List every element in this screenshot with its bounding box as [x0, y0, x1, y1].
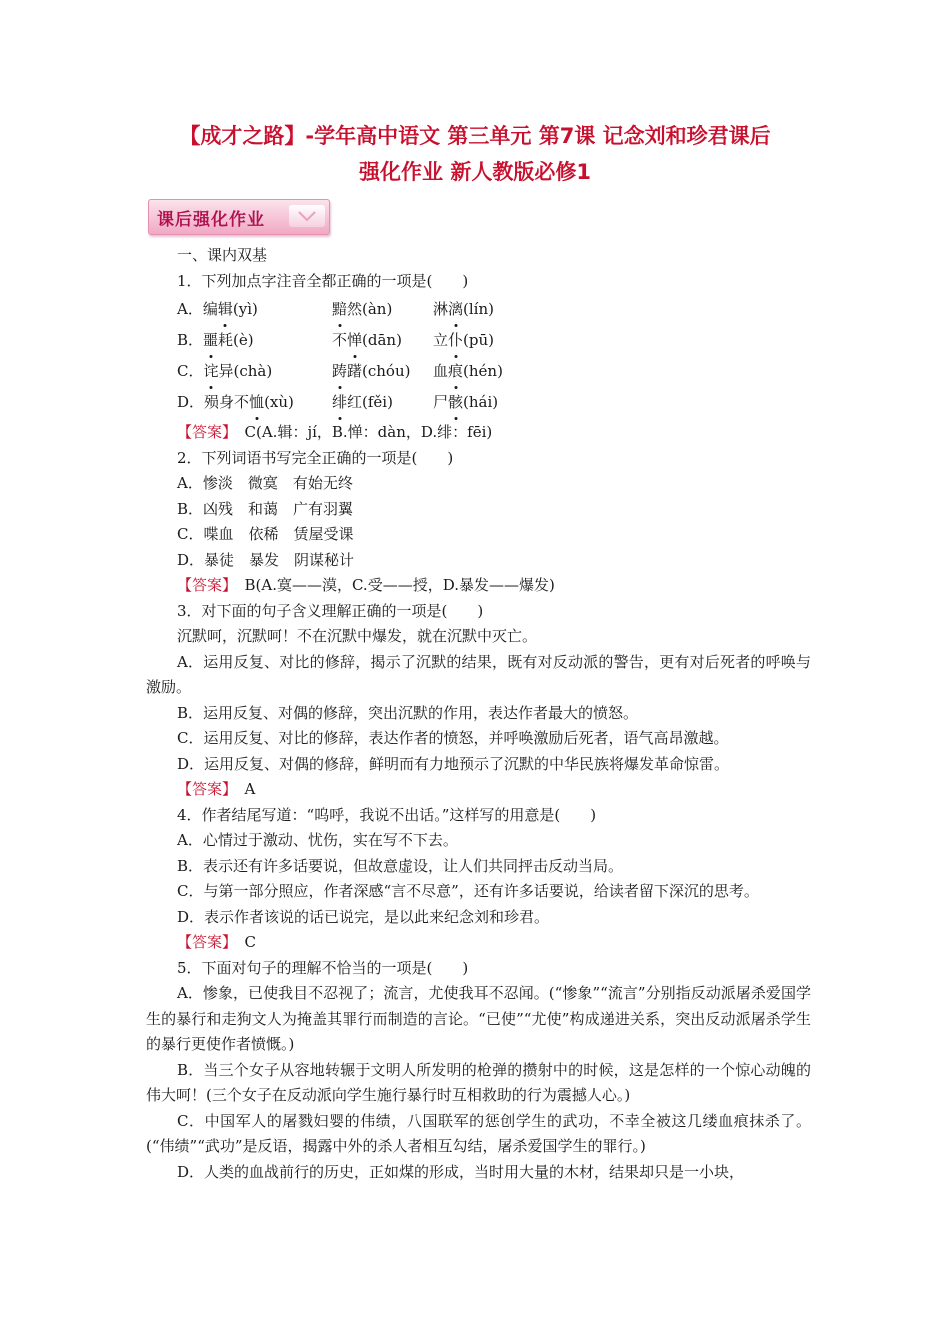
exercise-content: [146, 243, 811, 1185]
answer-label: 【答案】: [177, 423, 230, 441]
option-letter: A．: [177, 299, 203, 318]
dotted-char: 绯: [332, 390, 347, 416]
dotted-char: 惮: [347, 328, 362, 354]
q5-stem: 5．下面对句子的理解不恰当的一项是( ): [177, 958, 469, 977]
word-part: (xù): [264, 392, 294, 411]
answer-label: 【答案】: [177, 576, 230, 594]
dotted-char: 恤: [249, 390, 264, 416]
dotted-char: 噩: [203, 328, 218, 354]
dotted-char: 辑: [218, 297, 233, 323]
q4-option-d: D．表示作者该说的话已说完，是以此来纪念刘和珍君。: [177, 907, 550, 926]
answer-text: C: [229, 933, 256, 951]
answer-text: B(A.寞——漠，C.受——授，D.暴发——爆发): [229, 576, 555, 594]
word-part: 然(àn): [347, 299, 393, 318]
word-part: 淋: [433, 299, 449, 318]
word-part: 立: [433, 330, 449, 349]
section-banner: [148, 199, 330, 235]
q2-stem: 2．下列词语书写完全正确的一项是( ): [177, 448, 454, 467]
dotted-char: 骸: [448, 390, 463, 416]
option-letter: B．: [177, 330, 204, 349]
q1-option-d: [146, 387, 811, 418]
section-heading: 一、课内双基: [177, 246, 268, 264]
q3-stem: 3．对下面的句子含义理解正确的一项是( ): [177, 601, 484, 620]
q1-option-c: [146, 356, 811, 387]
q5-option-a: A．惨象，已使我目不忍视了；流言，尤使我耳不忍闻。(“惨象”“流言”分别指反动派屠杀爱国学生的暴行和走狗文人为掩盖其罪行而制造的言论。“已使”“尤使”构成递进关系，突出反动派屠杀学生的暴行更使作者愤慨。): [146, 984, 811, 1053]
word-part: 红(fěi): [347, 392, 393, 411]
answer-text: A: [229, 780, 256, 798]
dotted-char: 仆: [448, 328, 463, 354]
q3-option-a: A．运用反复、对比的修辞，揭示了沉默的结果，既有对反动派的警告，更有对后死者的呼唤与激励。: [146, 652, 811, 696]
banner-label: 课后强化作业: [157, 210, 265, 230]
word-part: (lín): [463, 299, 494, 318]
answer-text: C(A.辑：jí，B.惮：dàn，D.绯：fēi): [229, 423, 493, 441]
answer-label: 【答案】: [177, 780, 230, 798]
q2-option-b: B．凶残 和蔼 广有羽翼: [177, 499, 354, 518]
q5-option-c: C．中国军人的屠戮妇婴的伟绩，八国联军的惩创学生的武功，不幸全被这几缕血痕抹杀了。(“伟绩”“武功”是反语，揭露中外的杀人者相互勾结，屠杀爱国学生的罪行。): [146, 1111, 811, 1155]
word-part: 异(chà): [218, 361, 273, 380]
dotted-char: 漓: [448, 297, 463, 323]
q1-answer: [146, 420, 811, 446]
option-letter: C．: [177, 361, 204, 380]
q1-option-a: [146, 294, 811, 325]
q3-option-c: C．运用反复、对比的修辞，表达作者的愤怒，并呼唤激励后死者，语气高昂激越。: [177, 729, 729, 747]
title-line-1: 【成才之路】-学年高中语文 第三单元 第7课 记念刘和珍君课后: [179, 124, 771, 148]
word-part: (hén): [463, 361, 503, 380]
word-part: 编: [202, 299, 218, 318]
q3-answer: [146, 777, 811, 803]
q4-option-a: A．心情过于激动、忧伤，实在写不下去。: [177, 831, 458, 849]
word-part: 殒身不: [204, 392, 250, 411]
banner-tab: [289, 205, 325, 227]
heart-icon: [298, 210, 316, 222]
q2-option-d: D．暴徒 暴发 阴谋秘计: [177, 550, 355, 569]
q3-option-b: B．运用反复、对偶的修辞，突出沉默的作用，表达作者最大的愤怒。: [177, 703, 639, 722]
title-line-2: 强化作业 新人教版必修1: [359, 160, 591, 184]
q4-answer: [146, 930, 811, 956]
q2-option-c: C．喋血 依稀 赁屋受课: [177, 525, 354, 543]
q3-option-d: D．运用反复、对偶的修辞，鲜明而有力地预示了沉默的中华民族将爆发革命惊雷。: [177, 754, 730, 773]
q5-option-d: D．人类的血战前行的历史，正如煤的形成，当时用大量的木材，结果却只是一小块，: [177, 1162, 745, 1181]
option-letter: D．: [177, 392, 205, 411]
word-part: (pū): [463, 330, 494, 349]
q5-option-b: B．当三个女子从容地转辗于文明人所发明的枪弹的攒射中的时候，这是怎样的一个惊心动魄的伟大呵！(三个女子在反动派向学生施行暴行时互相救助的行为震撼人心。): [146, 1060, 811, 1104]
q1-option-b: [146, 325, 811, 356]
dotted-char: 痕: [448, 359, 463, 385]
word-part: 不: [332, 330, 348, 349]
word-part: (yì): [232, 299, 258, 318]
word-part: 躇(chóu): [347, 361, 411, 380]
document-title: [120, 118, 830, 190]
answer-label: 【答案】: [177, 933, 230, 951]
q2-answer: [146, 573, 811, 599]
q3-quote: 沉默呵，沉默呵！不在沉默中爆发，就在沉默中灭亡。: [177, 627, 538, 645]
q4-option-b: B．表示还有许多话要说，但故意虚设，让人们共同抨击反动当局。: [177, 856, 624, 875]
word-part: 耗(è): [218, 330, 254, 349]
dotted-char: 黯: [332, 297, 347, 323]
word-part: (dān): [362, 330, 402, 349]
q2-option-a: A．惨淡 微寞 有始无终: [177, 474, 353, 492]
q4-stem: 4．作者结尾写道：“呜呼，我说不出话。”这样写的用意是( ): [177, 805, 597, 824]
q1-stem: 1．下列加点字注音全都正确的一项是( ): [177, 271, 469, 290]
dotted-char: 踌: [332, 359, 347, 385]
word-part: 血: [433, 361, 449, 380]
q4-option-c: C．与第一部分照应，作者深感“言不尽意”，还有许多话要说，给读者留下深沉的思考。: [177, 882, 759, 900]
word-part: (hái): [463, 392, 499, 411]
dotted-char: 诧: [203, 359, 218, 385]
word-part: 尸: [433, 392, 449, 411]
